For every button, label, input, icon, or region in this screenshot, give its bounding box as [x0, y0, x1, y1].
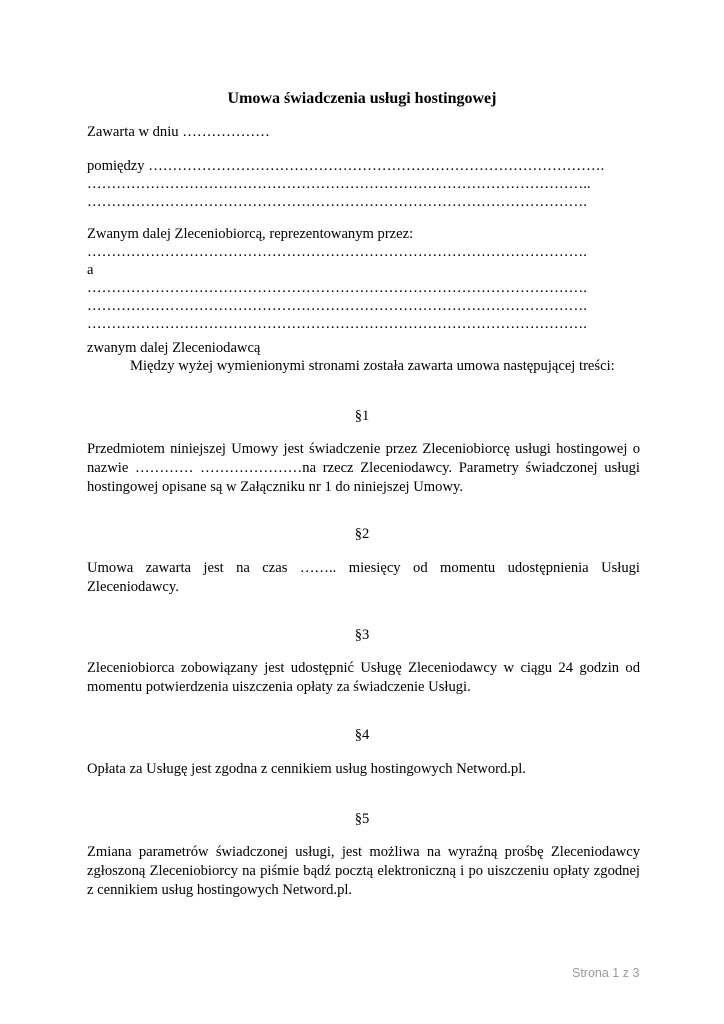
between-line: pomiędzy …………………………………………………………………………………. [87, 158, 605, 174]
dotted-line: …………………………………………………………………………………………. [87, 298, 587, 314]
date-line: Zawarta w dniu ……………… [87, 124, 270, 140]
contractor-label: Zwanym dalej Zleceniobiorcą, reprezentowanym przez: [87, 226, 414, 242]
section-heading: §3 [354, 627, 370, 643]
section-heading: §2 [354, 526, 370, 542]
dotted-line: …………………………………………………………………………………………. [87, 194, 587, 210]
section-heading: §5 [354, 811, 370, 827]
page-number: Strona 1 z 3 [572, 966, 640, 980]
dotted-line: …………………………………………………………………………………………. [87, 280, 587, 296]
dotted-line: ………………………………………………………………………………………….. [87, 176, 591, 192]
section-text: Zmiana parametrów świadczonej usługi, jest możliwa na wyraźną prośbę Zleceniodawcy zgłoszoną Zleceniobiorcy na piśmie bądź pocztą elektroniczną i po uiszczeniu opłaty zgodnej z cennikiem usług hostingowych Netword.pl. [87, 844, 640, 898]
section-heading: §1 [354, 408, 370, 424]
section-text: Umowa zawarta jest na czas …….. miesięcy od momentu udostępnienia Usługi Zleceniodawcy. [87, 560, 640, 595]
section-heading: §4 [354, 727, 370, 743]
intro-line: Między wyżej wymienionymi stronami została zawarta umowa następującej treści: [130, 358, 615, 374]
document-title: Umowa świadczenia usługi hostingowej [227, 90, 497, 107]
section-text: Zleceniobiorca zobowiązany jest udostępnić Usługę Zleceniodawcy w ciągu 24 godzin od momentu potwierdzenia uiszczenia opłaty za świadczenie Usługi. [87, 660, 640, 695]
dotted-line: …………………………………………………………………………………………. [87, 244, 587, 260]
section-text: Opłata za Usługę jest zgodna z cennikiem usług hostingowych Netword.pl. [87, 761, 526, 777]
client-label: zwanym dalej Zleceniodawcą [87, 340, 261, 356]
and-line: a [87, 262, 94, 278]
section-text: Przedmiotem niniejszej Umowy jest świadczenie przez Zleceniobiorcę usługi hostingowej o nazwie ………… …………………na rzecz Zleceniodawcy. Parametry świadczonej usługi hostingowej opisane są w Załączniku nr 1 do niniejszej Umowy. [87, 441, 640, 495]
dotted-line: …………………………………………………………………………………………. [87, 316, 587, 332]
